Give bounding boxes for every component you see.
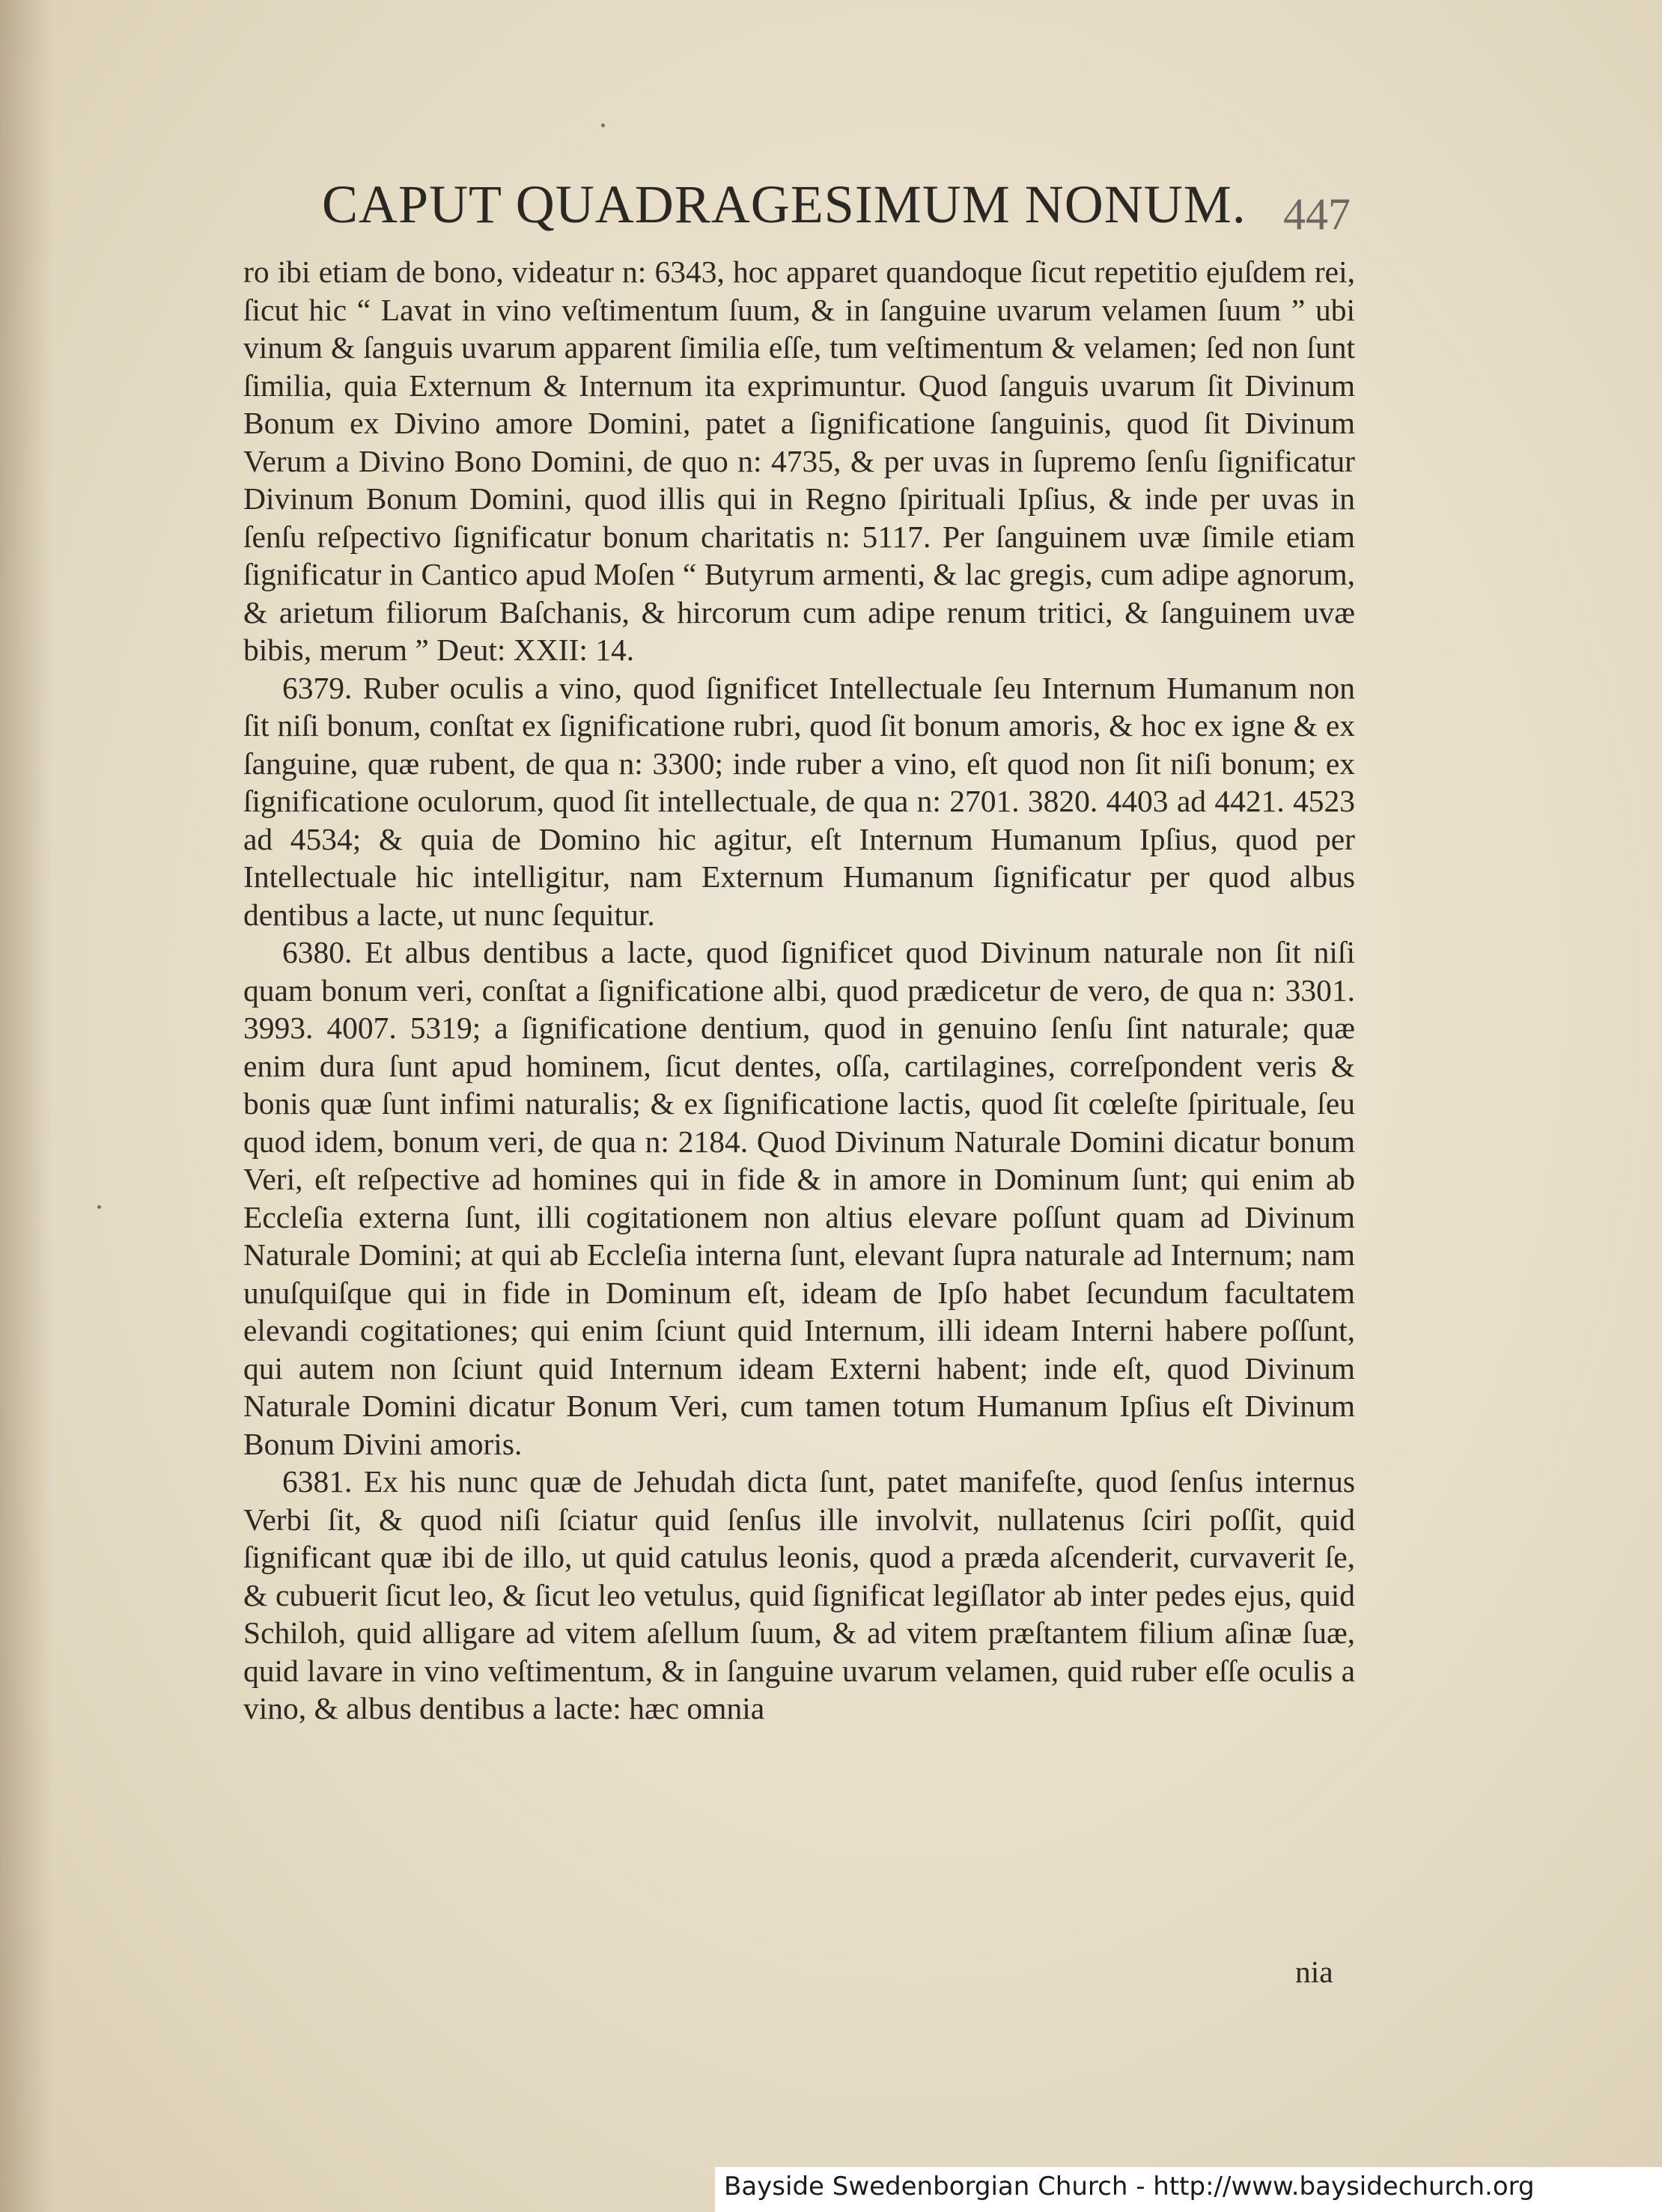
chapter-title: CAPUT QUADRAGESIMUM NONUM.: [322, 174, 1246, 234]
paragraph-6379: 6379. Ruber oculis a vino, quod ſignificet Intellectuale ſeu Internum Humanum non ſit niſi bonum, conſtat ex ſignificatione rubri, quod ſit bonum amoris, & hoc ex igne & ex ſanguine, quæ rubent, de qua n: 3300; inde ruber a vino, eſt quod non ſit niſi bonum; ex ſignificatione oculorum, quod ſit intellectuale, de qua n: 2701. 3820. 4403 ad 4421. 4523 ad 4534; & quia de Domino hic agitur, eſt Internum Humanum Ipſius, quod per Intellectuale hic intelligitur, nam Externum Humanum ſignificatur per quod albus dentibus a lacte, ut nunc ſequitur.: [243, 670, 1355, 932]
running-head: [322, 174, 1370, 241]
paragraph-continued: ro ibi etiam de bono, videatur n: 6343, hoc apparet quandoque ſicut repetitio ejuſdem rei, ſicut hic “ Lavat in vino veſtimentum ſuum, & in ſanguine uvarum velamen ſuum ” ubi vinum & ſanguis uvarum apparent ſimilia eſſe, tum veſtimentum & velamen; ſed non ſunt ſimilia, quia Externum & Internum ita exprimuntur. Quod ſanguis uvarum ſit Divinum Bonum ex Divino amore Domini, patet a ſignificatione ſanguinis, quod ſit Divinum Verum a Divino Bono Domini, de quo n: 4735, & per uvas in ſupremo ſenſu ſignificatur Divinum Bonum Domini, quod illis qui in Regno ſpirituali Ipſius, & inde per uvas in ſenſu reſpectivo ſignificatur bonum charitatis n: 5117. Per ſanguinem uvæ ſimile etiam ſignificatur in Cantico apud Moſen “ Butyrum armenti, & lac gregis, cum adipe agnorum, & arietum filiorum Baſchanis, & hircorum cum adipe renum tritici, & ſanguinem uvæ bibis, merum ” Deut: XXII: 14.: [243, 255, 1355, 667]
paragraph-6381: 6381. Ex his nunc quæ de Jehudah dicta ſunt, patet manifeſte, quod ſenſus internus Verbi ſit, & quod niſi ſciatur quid ſenſus ille involvit, nullatenus ſciri poſſit, quid ſignificant quæ ibi de illo, ut quid catulus leonis, quod a præda aſcenderit, curvaverit ſe, & cubuerit ſicut leo, & ſicut leo vetulus, quid ſignificat legiſlator ab inter pedes ejus, quid Schiloh, quid alligare ad vitem aſellum ſuum, & ad vitem præſtantem filium aſinæ ſuæ, quid lavare in vino veſtimentum, & in ſanguine uvarum velamen, quid ruber eſſe oculis a vino, & albus dentibus a lacte: hæc omnia: [243, 1464, 1355, 1725]
page-number: 447: [1283, 189, 1351, 239]
watermark-banner: [715, 2167, 1662, 2212]
ink-speck: [601, 124, 605, 127]
watermark-text: Bayside Swedenborgian Church - http://www.baysidechurch.org: [724, 2172, 1535, 2202]
binding-shadow: [0, 0, 52, 2212]
catch-word: nia: [1295, 1954, 1333, 1989]
page-body: [243, 253, 1355, 1728]
paragraph-6380: 6380. Et albus dentibus a lacte, quod ſignificet quod Divinum naturale non ſit niſi quam bonum veri, conſtat a ſignificatione albi, quod prædicetur de vero, de qua n: 3301. 3993. 4007. 5319; a ſignificatione dentium, quod in genuino ſenſu ſint naturale; quæ enim dura ſunt apud hominem, ſicut dentes, oſſa, cartilagines, correſpondent veris & bonis quæ ſunt infimi naturalis; & ex ſignificatione lactis, quod ſit cœleſte ſpirituale, ſeu quod idem, bonum veri, de qua n: 2184. Quod Divinum Naturale Domini dicatur bonum Veri, eſt reſpective ad homines qui in fide & in amore in Dominum ſunt; qui enim ab Eccleſia externa ſunt, illi cogitationem non altius elevare poſſunt quam ad Divinum Naturale Domini; at qui ab Eccleſia interna ſunt, elevant ſupra naturale ad Internum; nam unuſquiſque qui in fide in Dominum eſt, ideam de Ipſo habet ſecundum facultatem elevandi cogitationes; qui enim ſciunt quid Internum, illi ideam Interni habere poſſunt, qui autem non ſciunt quid Internum ideam Externi habent; inde eſt, quod Divinum Naturale Domini dicatur Bonum Veri, cum tamen totum Humanum Ipſius eſt Divinum Bonum Divini amoris.: [243, 935, 1355, 1461]
ink-speck: [97, 1205, 101, 1209]
